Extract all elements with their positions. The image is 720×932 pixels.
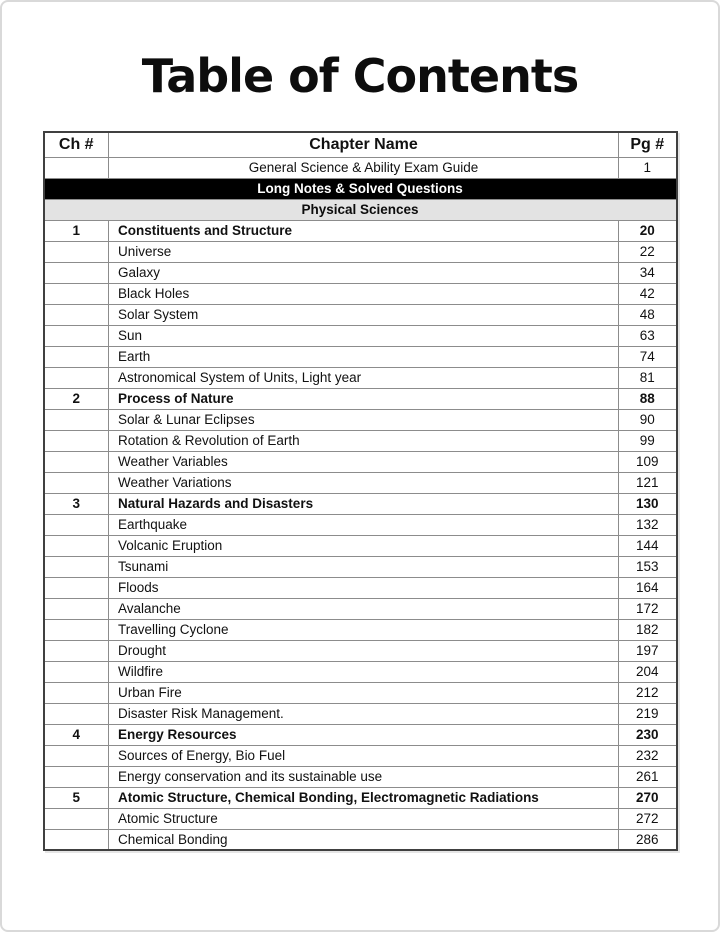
page-number-cell: 42 — [619, 283, 677, 304]
header-chapter-name: Chapter Name — [109, 132, 619, 157]
chapter-name-cell: Solar System — [109, 304, 619, 325]
topic-row — [44, 556, 677, 577]
section-banner-label: Long Notes & Solved Questions — [44, 178, 677, 199]
topic-row — [44, 514, 677, 535]
page-number-cell: 172 — [619, 598, 677, 619]
chapter-number-cell — [44, 661, 109, 682]
chapter-number-cell — [44, 346, 109, 367]
page-number-cell: 153 — [619, 556, 677, 577]
chapter-name-cell: Chemical Bonding — [109, 829, 619, 850]
topic-row — [44, 325, 677, 346]
chapter-name-cell: Weather Variations — [109, 472, 619, 493]
page-number-cell: 182 — [619, 619, 677, 640]
chapter-name-cell: Atomic Structure — [109, 808, 619, 829]
chapter-number-cell: 2 — [44, 388, 109, 409]
chapter-number-cell — [44, 640, 109, 661]
page-number-cell: 22 — [619, 241, 677, 262]
page-number-cell: 48 — [619, 304, 677, 325]
page-number-cell: 212 — [619, 682, 677, 703]
chapter-number-cell — [44, 367, 109, 388]
page-number-cell: 109 — [619, 451, 677, 472]
chapter-row — [44, 493, 677, 514]
page-number-cell: 121 — [619, 472, 677, 493]
chapter-number-cell — [44, 619, 109, 640]
chapter-name-cell: Tsunami — [109, 556, 619, 577]
chapter-number-cell — [44, 157, 109, 178]
page-number-cell: 88 — [619, 388, 677, 409]
page-number-cell: 81 — [619, 367, 677, 388]
chapter-name-cell: Galaxy — [109, 262, 619, 283]
page-number-cell: 99 — [619, 430, 677, 451]
chapter-name-cell: Energy Resources — [109, 724, 619, 745]
chapter-name-cell: Process of Nature — [109, 388, 619, 409]
chapter-name-cell: Travelling Cyclone — [109, 619, 619, 640]
chapter-name-cell: Solar & Lunar Eclipses — [109, 409, 619, 430]
chapter-name-cell: Earth — [109, 346, 619, 367]
topic-row — [44, 745, 677, 766]
topic-row — [44, 661, 677, 682]
chapter-number-cell — [44, 283, 109, 304]
topic-row — [44, 283, 677, 304]
page-number-cell: 164 — [619, 577, 677, 598]
page-number-cell: 272 — [619, 808, 677, 829]
page-number-cell: 130 — [619, 493, 677, 514]
topic-row — [44, 304, 677, 325]
chapter-number-cell — [44, 808, 109, 829]
topic-row — [44, 346, 677, 367]
chapter-number-cell: 1 — [44, 220, 109, 241]
chapter-name-cell: Floods — [109, 577, 619, 598]
chapter-name-cell: Natural Hazards and Disasters — [109, 493, 619, 514]
header-chapter-number: Ch # — [44, 132, 109, 157]
page-number-cell: 90 — [619, 409, 677, 430]
subject-banner-label: Physical Sciences — [44, 199, 677, 220]
topic-row — [44, 640, 677, 661]
page-number-cell: 74 — [619, 346, 677, 367]
chapter-name-cell: Atomic Structure, Chemical Bonding, Electromagnetic Radiations — [109, 787, 619, 808]
chapter-number-cell — [44, 535, 109, 556]
topic-row — [44, 619, 677, 640]
page-number-cell: 197 — [619, 640, 677, 661]
page-number-cell: 204 — [619, 661, 677, 682]
topic-row — [44, 241, 677, 262]
chapter-number-cell — [44, 745, 109, 766]
chapter-row — [44, 220, 677, 241]
chapter-name-cell: Earthquake — [109, 514, 619, 535]
topic-row — [44, 262, 677, 283]
page-number-cell: 34 — [619, 262, 677, 283]
topic-row — [44, 451, 677, 472]
chapter-number-cell: 4 — [44, 724, 109, 745]
chapter-number-cell — [44, 430, 109, 451]
chapter-number-cell — [44, 829, 109, 850]
chapter-name-cell: Weather Variables — [109, 451, 619, 472]
chapter-number-cell — [44, 577, 109, 598]
chapter-name-cell: Sources of Energy, Bio Fuel — [109, 745, 619, 766]
page-number-cell: 144 — [619, 535, 677, 556]
topic-row — [44, 577, 677, 598]
page-number-cell: 270 — [619, 787, 677, 808]
chapter-name-cell: Volcanic Eruption — [109, 535, 619, 556]
chapter-number-cell — [44, 304, 109, 325]
chapter-number-cell: 3 — [44, 493, 109, 514]
chapter-number-cell — [44, 325, 109, 346]
section-banner-row — [44, 178, 677, 199]
page-number-cell: 20 — [619, 220, 677, 241]
chapter-name-cell: Black Holes — [109, 283, 619, 304]
page-number-cell: 232 — [619, 745, 677, 766]
chapter-number-cell — [44, 514, 109, 535]
header-page-number: Pg # — [619, 132, 677, 157]
chapter-name-cell: Astronomical System of Units, Light year — [109, 367, 619, 388]
page-number-cell: 1 — [619, 157, 677, 178]
topic-row — [44, 535, 677, 556]
page-number-cell: 230 — [619, 724, 677, 745]
chapter-number-cell — [44, 556, 109, 577]
topic-row — [44, 409, 677, 430]
chapter-number-cell — [44, 598, 109, 619]
chapter-name-cell: General Science & Ability Exam Guide — [109, 157, 619, 178]
topic-row — [44, 829, 677, 850]
chapter-number-cell — [44, 703, 109, 724]
toc-table — [43, 131, 678, 851]
page-number-cell: 63 — [619, 325, 677, 346]
chapter-name-cell: Sun — [109, 325, 619, 346]
page-number-cell: 132 — [619, 514, 677, 535]
chapter-number-cell — [44, 451, 109, 472]
chapter-name-cell: Rotation & Revolution of Earth — [109, 430, 619, 451]
page-number-cell: 261 — [619, 766, 677, 787]
chapter-number-cell — [44, 262, 109, 283]
chapter-row — [44, 724, 677, 745]
topic-row — [44, 682, 677, 703]
chapter-number-cell — [44, 766, 109, 787]
toc-header-row — [44, 132, 677, 157]
page-number-cell: 219 — [619, 703, 677, 724]
topic-row — [44, 598, 677, 619]
subject-banner-row — [44, 199, 677, 220]
chapter-number-cell — [44, 241, 109, 262]
chapter-number-cell: 5 — [44, 787, 109, 808]
chapter-name-cell: Wildfire — [109, 661, 619, 682]
topic-row — [44, 430, 677, 451]
topic-row — [44, 703, 677, 724]
chapter-name-cell: Urban Fire — [109, 682, 619, 703]
chapter-number-cell — [44, 682, 109, 703]
topic-row — [44, 766, 677, 787]
chapter-number-cell — [44, 472, 109, 493]
topic-row — [44, 808, 677, 829]
page-number-cell: 286 — [619, 829, 677, 850]
chapter-name-cell: Avalanche — [109, 598, 619, 619]
topic-row — [44, 472, 677, 493]
chapter-name-cell: Drought — [109, 640, 619, 661]
chapter-row — [44, 787, 677, 808]
chapter-name-cell: Disaster Risk Management. — [109, 703, 619, 724]
page-title: Table of Contents — [141, 49, 579, 103]
topic-row — [44, 367, 677, 388]
toc-table-body — [44, 157, 677, 850]
chapter-row — [44, 388, 677, 409]
guide-row — [44, 157, 677, 178]
chapter-name-cell: Universe — [109, 241, 619, 262]
chapter-name-cell: Energy conservation and its sustainable use — [109, 766, 619, 787]
chapter-number-cell — [44, 409, 109, 430]
chapter-name-cell: Constituents and Structure — [109, 220, 619, 241]
